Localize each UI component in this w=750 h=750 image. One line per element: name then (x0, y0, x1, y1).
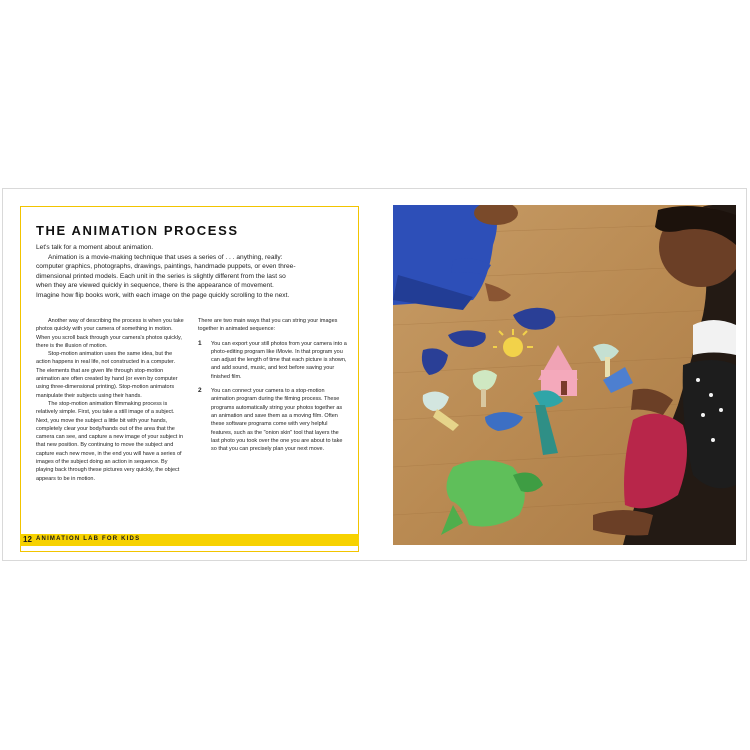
paragraph: There are two main ways that you can string your images together in animated sequence: (198, 318, 338, 333)
paragraph: Stop-motion animation uses the same idea, but the action happens in real life, not constructed in a computer. The elements that are given life through stop-motion animation are often created by hand (or even by computer using three-dimensional printing). Stop-motion animators manipulate their subjects using their hands. (36, 351, 178, 399)
numbered-item (198, 387, 348, 453)
item-text: You can connect your camera to a stop-motion animation program during the filming process. These programs automatically string your photos together as an animation and save them as a moving film. Often these software programs come with very helpful features, such as the "onion skin" tool that layers the last photo you took over the one you are about to take so that you can precisely plan your next move. (211, 388, 343, 453)
left-column (36, 317, 186, 483)
book-spread (2, 188, 747, 561)
right-page (393, 205, 736, 545)
paragraph: The stop-motion animation filmmaking process is relatively simple. First, you take a still image of a subject. Next, you move the subject a little bit with your hands, completely clear your body/hands out of the area that the camera can see, and capture a new image of your subject in that new position. By continuing to move the subject and capture each new move, in the end you will have a series of images of the subject doing an action in sequence. By playing back through these pictures very quickly, the object appears to be in motion. (36, 400, 184, 482)
numbered-item (198, 340, 348, 381)
intro-line: Let's talk for a moment about animation. (36, 244, 154, 251)
footer-bar (20, 534, 359, 546)
children-animation-photo (393, 205, 736, 545)
item-number: 2 (198, 387, 202, 395)
running-head: ANIMATION LAB FOR KIDS (36, 536, 141, 542)
page-number: 12 (23, 535, 32, 544)
item-text: You can export your still photos from your camera into a photo-editing program like iMovie. In that program you can adjust the length of time that each picture is shown, and add sound, music, and text before saving your finished film. (211, 340, 347, 380)
intro-text (36, 243, 298, 301)
right-column (198, 317, 348, 453)
item-number: 1 (198, 339, 202, 347)
left-page (3, 189, 375, 560)
intro-paragraph: Animation is a movie-making technique that uses a series of . . . anything, really: computer graphics, photographs, drawings, paintings, handmade puppets, or even three-dimensional printed models. Each unit in the series is slightly different from the last so when they are viewed quickly in sequence, there is the appearance of movement. Imagine how flip books work, with each image on the page quickly scrolling to the next. (36, 253, 296, 299)
page-title: THE ANIMATION PROCESS (36, 223, 239, 238)
paragraph: Another way of describing the process is when you take photos quickly with your camera of something in motion. When you scroll back through your camera's photos quickly, there is the illusion of motion. (36, 318, 184, 349)
